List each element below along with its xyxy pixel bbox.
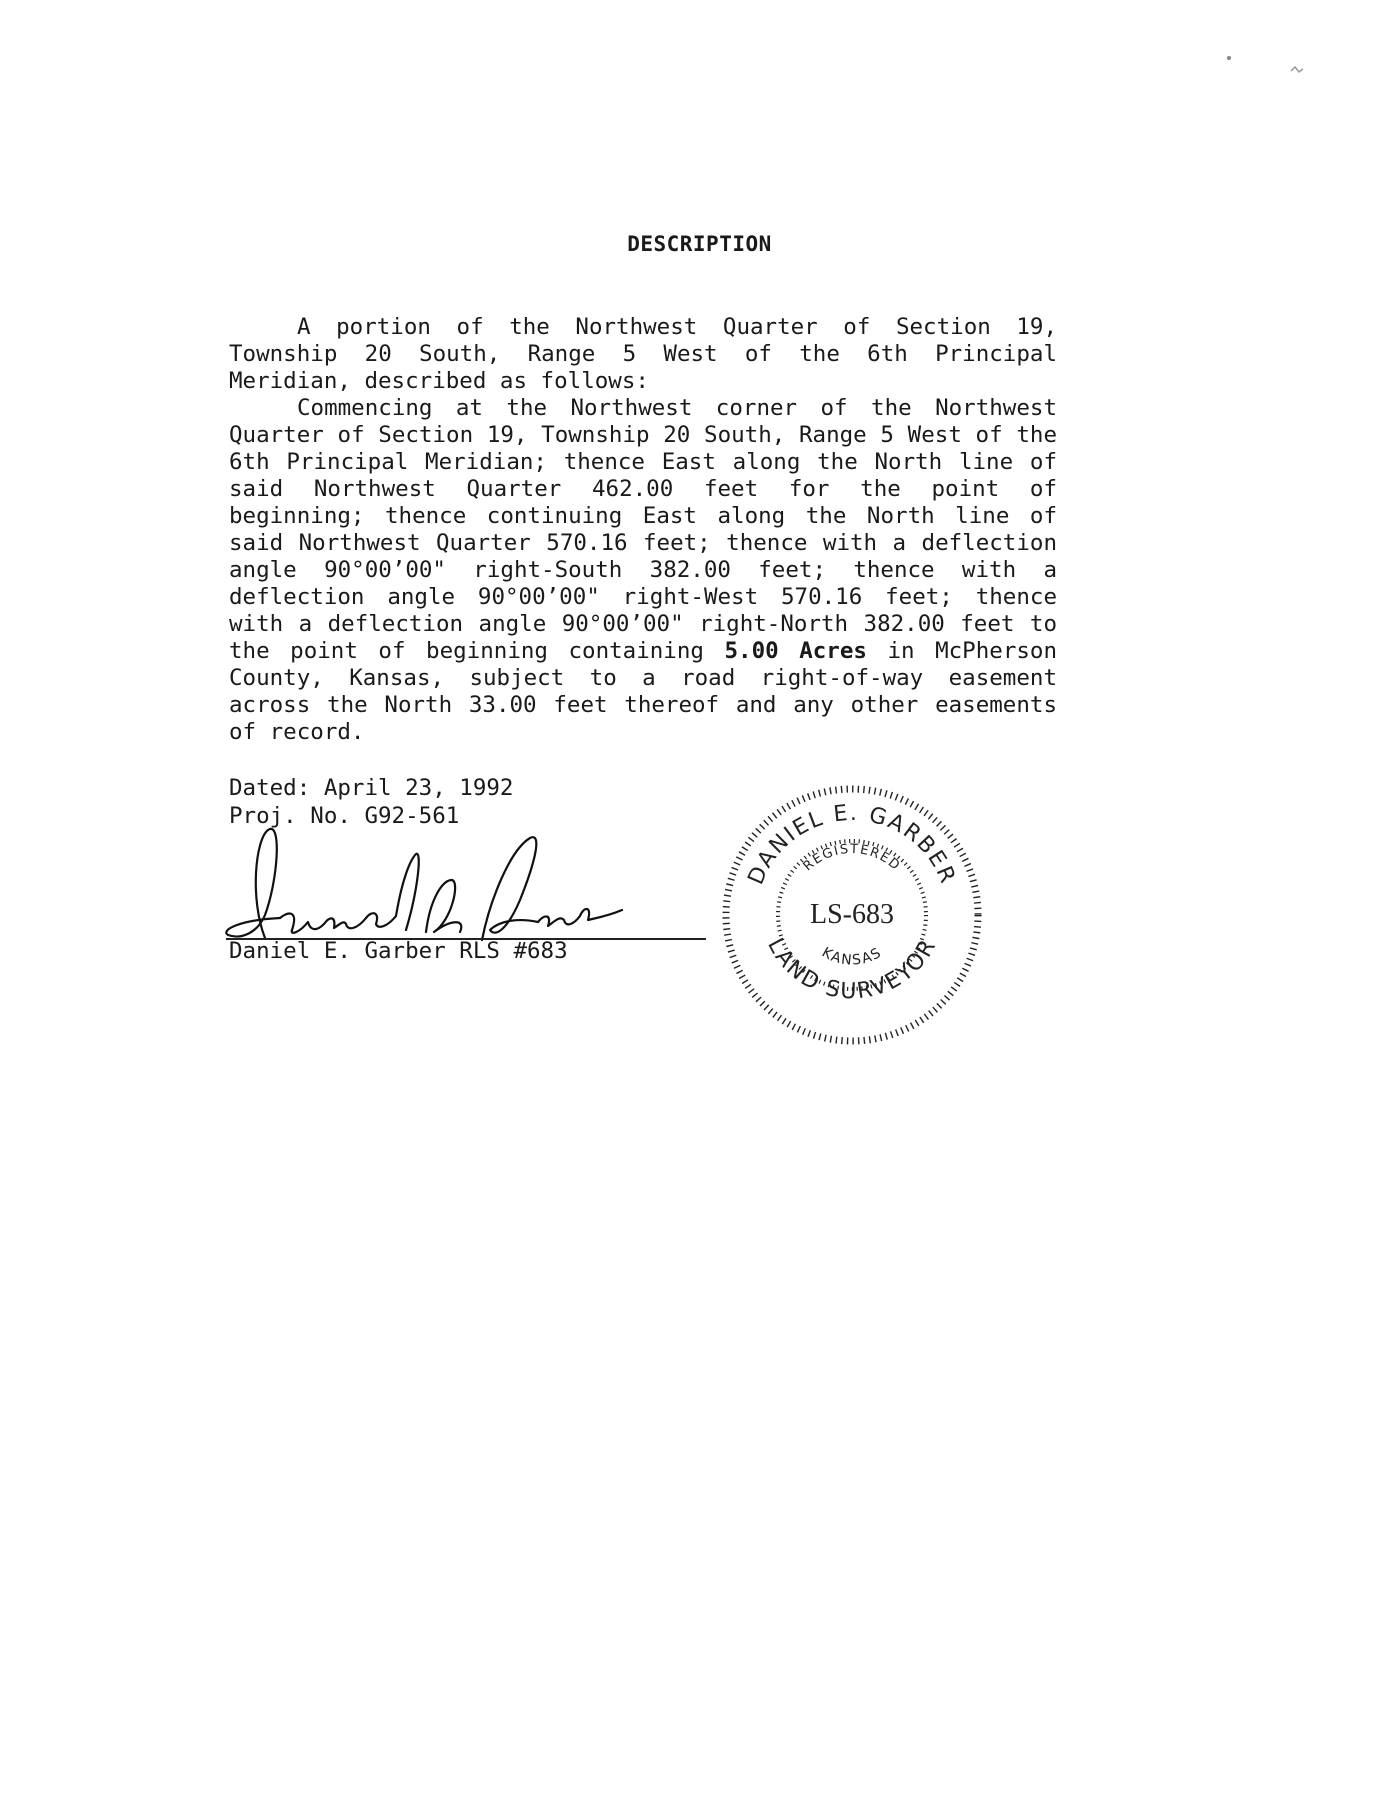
seal-title-text: LAND SURVEYOR (762, 934, 942, 1005)
acreage-value: 5.00 Acres (724, 638, 867, 664)
surveyor-seal (712, 775, 992, 1055)
seal-name-text: DANIEL E. GARBER (743, 800, 961, 889)
svg-text:REGISTERED (801, 842, 904, 874)
svg-text:KANSAS (819, 945, 885, 969)
legal-description (229, 314, 1057, 746)
seal-registered-text: REGISTERED (800, 841, 904, 875)
svg-text:LAND SURVEYOR (762, 934, 941, 1004)
scan-speck (1226, 55, 1232, 61)
paragraph-2-text-end: in McPherson County, Kansas, subject to a road right-of-way easement across the North 33.00 feet thereof and any other easements of record. (229, 638, 1057, 745)
description-paragraph-1: A portion of the Northwest Quarter of Section 19, Township 20 South, Range 5 West of the 6th Principal Meridian, described as follows: (229, 314, 1057, 394)
dated-line: Dated: April 23, 1992 (229, 775, 514, 801)
signer-name: Daniel E. Garber RLS #683 (229, 938, 568, 964)
handwritten-signature (220, 820, 640, 950)
scan-speck (1290, 65, 1304, 75)
project-number: Proj. No. G92-561 (229, 803, 460, 829)
seal-state-text: KANSAS (819, 944, 885, 969)
description-paragraph-2 (229, 395, 1057, 746)
paragraph-2-text-start: Commencing at the Northwest corner of the Northwest Quarter of Section 19, Township 20 South, Range 5 West of the 6th Principal Meridian; thence East along the North line of said Northwest Quarter 462.00 feet for the point of beginning; thence continuing East along the North line of said Northwest Quarter 570.16 feet; thence with a deflection angle 90°00’00" right-South 382.00 feet; thence with a deflection angle 90°00’00" right-West 570.16 feet; thence with a deflection angle 90°00’00" right-North 382.00 feet to the point of beginning containing (229, 395, 1057, 664)
document-title: DESCRIPTION (627, 232, 772, 256)
seal-license-number: LS-683 (810, 899, 894, 930)
